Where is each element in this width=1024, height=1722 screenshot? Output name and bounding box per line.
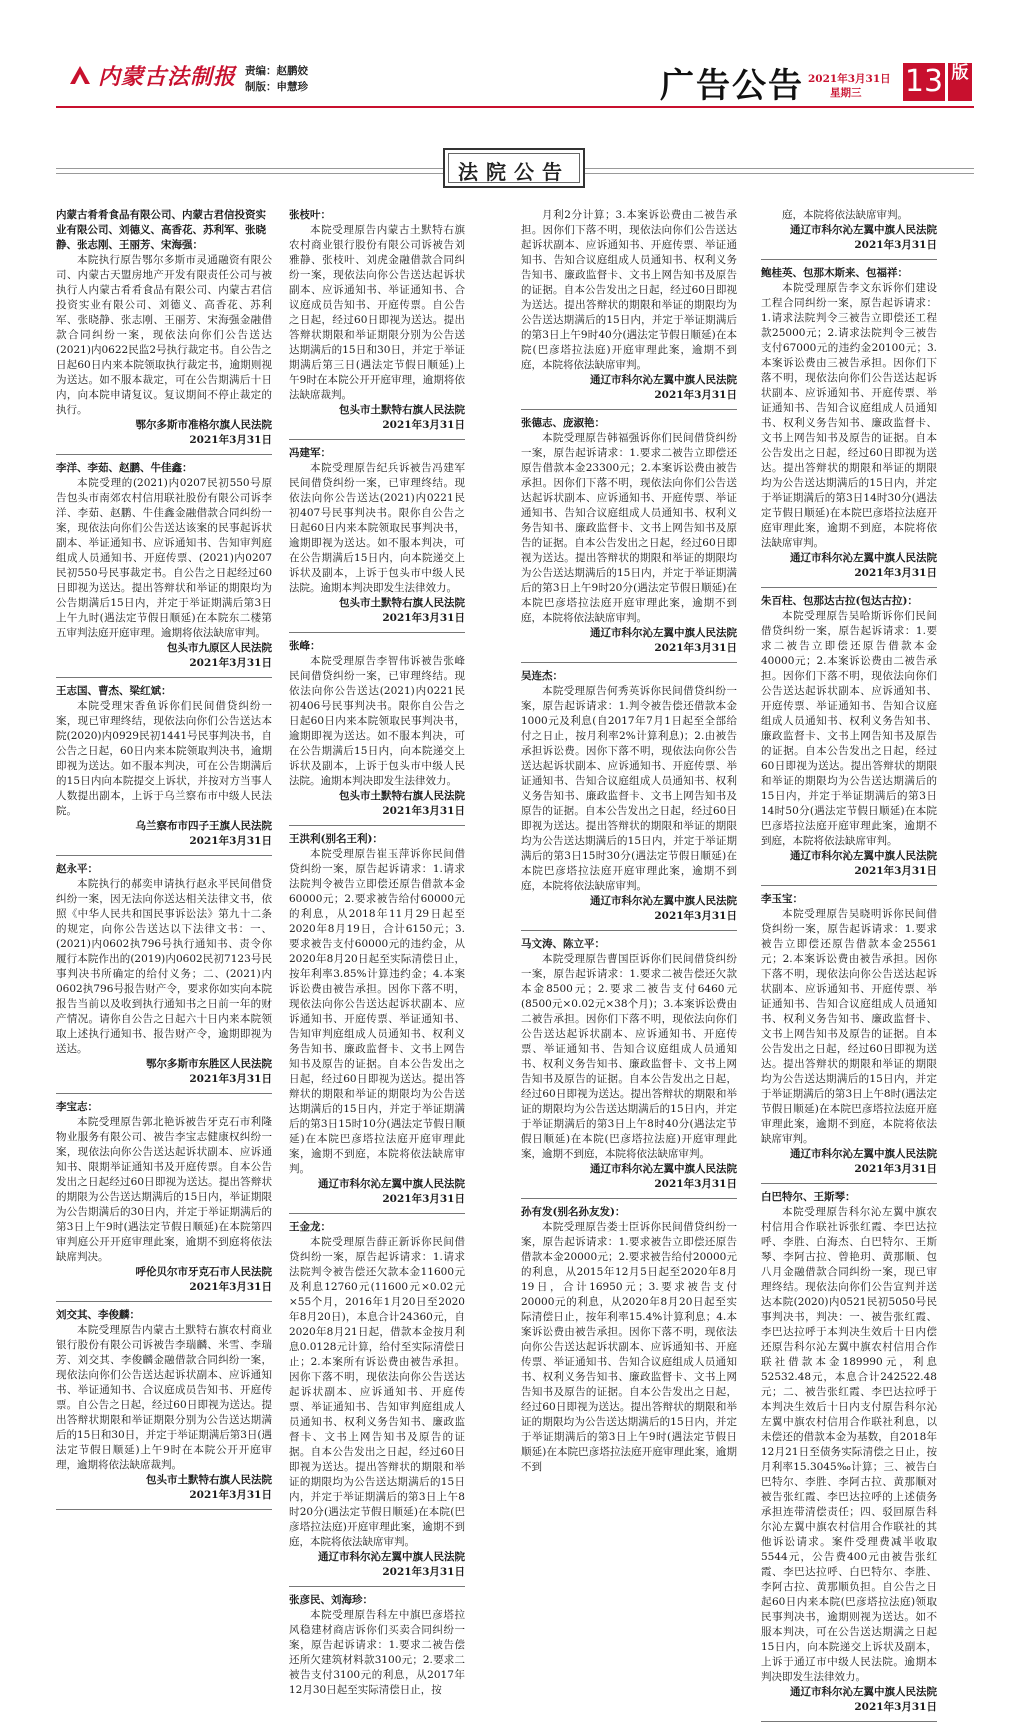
notice-body: 本院受理原告内蒙古土默特右旗农村商业银行股份有限公司诉被告刘雅静、张枝叶、刘虎金融借款合同纠纷一案，现依法向你公告送达起诉状副本、应诉通知书、举证通知书、合议庭成员告知书、开庭传票。自公告之日起，经过60日即视为送达。提出答辩状期限和举证期限分别为公告送达期满后的15日和30日，并定于举证期满后第三日(遇法定节假日顺延)上午9时在本院公开开庭审理，逾期将依法缺席裁判。 — [289, 224, 465, 401]
notice-party: 张峰： — [289, 640, 321, 652]
producer-name: 申慧珍 — [276, 81, 308, 93]
notice-date: 2021年3月31日 — [382, 1193, 465, 1205]
notice-date: 2021年3月31日 — [854, 1701, 937, 1713]
court-notice — [289, 1593, 465, 1698]
issue-date-text: 2021年3月31日 — [808, 73, 891, 85]
notice-party: 内蒙古肴肴食品有限公司、内蒙古君信投资实业有限公司、刘德义、高香花、苏利军、张晓静、张志刚、王丽芳、宋海强： — [56, 209, 266, 251]
notice-divider — [521, 662, 737, 663]
court-notice — [761, 1190, 937, 1715]
notice-date: 2021年3月31日 — [654, 642, 737, 654]
logo-mark-icon — [66, 62, 94, 88]
notice-date: 2021年3月31日 — [654, 1178, 737, 1190]
notice-party: 吴连杰： — [521, 670, 563, 682]
notice-body: 本院受理原告科左中旗巴彦塔拉风稳建材商店诉你们买卖合同纠纷一案，原告起诉请求：1.要求二被告偿还所欠建筑材料款3100元；2.要求二被告支付3100元的利息，从2017年12月30日起至实际清偿日止，按 — [289, 1609, 465, 1696]
notice-body: 本院受理原告吴哈斯诉你们民间借贷纠纷一案，原告起诉请求：1.要求二被告立即偿还原告借款本金40000元；2.本案诉讼费由二被告承担。因你们下落不明，现依法向你们公告送达起诉状副本、应诉通知书、开庭传票、举证通知书、告知合议庭组成人员通知书、权利义务告知书、廉政监督卡、文书上网告知书及原告的证据。自本公告发出之日起，经过60日即视为送达。提出答辩状的期限和举证的期限均为公告送达期满后的15日内，并定于举证期满后的第3日14时50分(遇法定节假日顺延)在本院巴彦塔拉法庭开庭审理此案，逾期不到庭，本院将依法缺席审判。 — [761, 610, 937, 847]
notice-court: 通辽市科尔沁左翼中旗人民法院 — [790, 1686, 937, 1698]
notice-court: 包头市土默特右旗人民法院 — [339, 404, 465, 416]
court-notice — [56, 1100, 272, 1295]
notice-date: 2021年3月31日 — [854, 239, 937, 251]
notice-divider — [56, 1093, 272, 1094]
notice-court: 通辽市科尔沁左翼中旗人民法院 — [790, 1148, 937, 1160]
notice-divider — [521, 930, 737, 931]
column-1 — [56, 208, 272, 1501]
notice-court: 包头市土默特右旗人民法院 — [339, 790, 465, 802]
court-notice — [289, 639, 465, 819]
court-notice — [56, 208, 272, 448]
banner — [443, 148, 585, 188]
court-notice — [56, 461, 272, 671]
banner-title: 法院公告 — [458, 160, 570, 184]
notice-party: 白巴特尔、王斯琴： — [761, 1191, 856, 1203]
notice-body: 本院受理原告吴晓明诉你民间借贷纠纷一案，原告起诉请求：1.要求被告立即偿还原告借款本金25561元；2.本案诉讼费由被告承担。因你下落不明，现依法向你公告送达起诉状副本、应诉通知书、开庭传票、举证通知书、告知合议庭组成人员通知书、权利义务告知书、廉政监督卡、文书上网告知书及原告的证据。自本公告发出之日起，经过60日即视为送达。提出答辩状的期限和举证的期限均为公告送达期满后的15日内，并定于举证期满后的第3日上午8时(遇法定节假日顺延)在本院巴彦塔拉法庭开庭审理此案，逾期不到庭，本院将依法缺席审判。 — [761, 908, 937, 1145]
notice-date: 2021年3月31日 — [189, 657, 272, 669]
page-unit: 版 — [948, 63, 972, 101]
notice-party: 王志国、曹杰、梁红斌： — [56, 685, 172, 697]
notice-date: 2021年3月31日 — [189, 434, 272, 446]
section-title: 广告公告 — [660, 66, 804, 106]
court-notice — [56, 862, 272, 1087]
notice-divider — [521, 409, 737, 410]
notice-divider — [289, 825, 465, 826]
notice-divider — [521, 1198, 737, 1199]
notice-date: 2021年3月31日 — [382, 612, 465, 624]
notice-court: 鄂尔多斯市准格尔旗人民法院 — [135, 419, 272, 431]
notice-party: 王金龙： — [289, 1221, 331, 1233]
notice-divider — [289, 632, 465, 633]
notice-body: 本院执行原告鄂尔多斯市灵通融资有限公司、内蒙古天盟房地产开发有限责任公司与被执行人内蒙古肴肴食品有限公司、内蒙古君信投资实业有限公司、刘德义、高香花、苏利军、张晓静、张志刚、王丽芳、宋海强金融借款合同纠纷一案，现依法向你们公告送达(2021)内0622民监2号执行裁定书。自公告之日起60日内来本院领取执行裁定书，逾期则视为送达。如不服本裁定，可在公告期满后十日内，向本院申请复议。复议期间不停止裁定的执行。 — [56, 254, 272, 416]
notice-body: 本院受理原告韩福强诉你们民间借贷纠纷一案，原告起诉请求：1.要求二被告立即偿还原告借款本金23300元；2.本案诉讼费由被告承担。因你们下落不明，现依法向你们公告送达起诉状副本、应诉通知书、开庭传票、举证通知书、告知合议庭组成人员通知书、权利义务告知书、廉政监督卡、文书上网告知书及原告的证据。自本公告发出之日起，经过60日即视为送达。提出答辩状的期限和举证的期限均为公告送达期满后的15日内，并定于举证期满后的第3日上午9时20分(遇法定节假日顺延)在本院巴彦塔拉法庭开庭审理此案，逾期不到庭，本院将依法缺席审判。 — [521, 432, 737, 624]
notice-date: 2021年3月31日 — [654, 910, 737, 922]
notice-date: 2021年3月31日 — [854, 865, 937, 877]
notice-court: 通辽市科尔沁左翼中旗人民法院 — [790, 850, 937, 862]
notice-divider — [56, 454, 272, 455]
notice-divider — [289, 439, 465, 440]
court-notice — [521, 416, 737, 656]
notice-date: 2021年3月31日 — [189, 1073, 272, 1085]
court-notice — [289, 1220, 465, 1580]
notice-body: 月利2分计算；3.本案诉讼费由二被告承担。因你们下落不明，现依法向你们公告送达起诉状副本、应诉通知书、开庭传票、举证通知书、告知合议庭组成人员通知书、权利义务告知书、廉政监督卡、文书上网告知书及原告的证据。自本公告发出之日起，经过60日即视为送达。提出答辩状的期限和举证的期限均为公告送达期满后的15日内，并定于举证期满后的第3日上午9时40分(遇法定节假日顺延)在本院(巴彦塔拉法庭)开庭审理此案，逾期不到庭，本院将依法缺席审判。 — [521, 209, 737, 371]
notice-body: 庭，本院将依法缺席审判。 — [782, 209, 908, 221]
notice-divider — [56, 1301, 272, 1302]
notice-court: 通辽市科尔沁左翼中旗人民法院 — [790, 224, 937, 236]
notice-party: 孙有发(别名孙友发)： — [521, 1206, 626, 1218]
notice-court: 通辽市科尔沁左翼中旗人民法院 — [590, 374, 737, 386]
notice-date: 2021年3月31日 — [854, 567, 937, 579]
notice-divider — [289, 1586, 465, 1587]
credits — [245, 63, 308, 95]
notice-date: 2021年3月31日 — [189, 1281, 272, 1293]
column-2 — [289, 208, 465, 1696]
notice-body: 本院受理原告薛正新诉你民间借贷纠纷一案，原告起诉请求：1.请求法院判令被告偿还欠款本金11600元及利息12760元(11600元×0.02元×55个月，2016年1月20日至2020年8月20日)，本息合计24360元，自2020年8月21日起，借款本金按月利息0.0128元计算，给付至实际清偿日止；2.本案所有诉讼费由被告承担。因你下落不明，现依法向你公告送达起诉状副本、应诉通知书、开庭传票、举证通知书、告知审判庭组成人员通知书、权利义务告知书、廉政监督卡、文书上网告知书及原告的证据。自本公告发出之日起，经过60日即视为送达。提出答辩状的期限和举证的期限均为公告送达期满后的15日内，并定于举证期满后的第3日上午8时20分(遇法定节假日顺延)在本院(巴彦塔拉法庭)开庭审理此案，逾期不到庭，本院将依法缺席审判。 — [289, 1236, 465, 1548]
notice-body: 本院受理原告李智伟诉被告张峰民间借贷纠纷一案，已审理终结。现依法向你公告送达(2021)内0221民初406号民事判决书。限你自公告之日起60日内来本院领取民事判决书，逾期即视为送达。如不服本判决，可在公告期满后15日内，向本院递交上诉状及副本，上诉于包头市中级人民法院。逾期本判决即发生法律效力。 — [289, 655, 465, 787]
notice-divider — [289, 1213, 465, 1214]
notice-party: 朱百柱、包那达古拉(包达古拉)： — [761, 595, 918, 607]
notice-court: 通辽市科尔沁左翼中旗人民法院 — [790, 552, 937, 564]
notice-body: 本院受理原告曹国臣诉你们民间借贷纠纷一案，原告起诉请求：1.要求二被告偿还欠款本金8500元；2.要求二被告支付6460元(8500元×0.02元×38个月)；3.本案诉讼费由二被告承担。因你们下落不明，现依法向你们公告送达起诉状副本、应诉通知书、开庭传票、举证通知书、告知合议庭组成人员通知书、权利义务告知书、廉政监督卡、文书上网告知书及原告的证据。自本公告发出之日起，经过60日即视为送达。提出答辩状的期限和举证的期限均为公告送达期满后的15日内，并定于举证期满后的第3日上午8时40分(遇法定节假日顺延)在本院(巴彦塔拉法庭)开庭审理此案，逾期不到庭，本院将依法缺席审判。 — [521, 953, 737, 1160]
notice-party: 鲍桂英、包那木斯来、包福祥： — [761, 267, 908, 279]
notice-court: 呼伦贝尔市牙克石市人民法院 — [135, 1266, 272, 1278]
notice-court: 包头市土默特右旗人民法院 — [146, 1474, 272, 1486]
notice-body: 本院受理宋香鱼诉你们民间借贷纠纷一案，现已审理终结，现依法向你们公告送达本院(2020)内0929民初1441号民事判决书，自公告之日起，60日内来本院领取判决书，逾期即视为送达。如不服本判决，可在公告期满后的15日内向本院提交上诉状，并按对方当事人人数提出副本，上诉于乌兰察布市中级人民法院。 — [56, 700, 272, 817]
notice-party: 李洋、李茹、赵鹏、牛佳鑫： — [56, 462, 193, 474]
court-notice — [521, 208, 737, 403]
notice-date: 2021年3月31日 — [382, 1566, 465, 1578]
notice-body: 本院受理原告娄士臣诉你民间借贷纠纷一案，原告起诉请求：1.要求被告立即偿还原告借款本金20000元；2.要求被告给付20000元的利息，从2015年12月5日起至2020年8月19日，合计16950元；3.要求被告支付20000元的利息，从2020年8月20日起至实际清偿日止，按年利率15.4%计算利息；4.本案诉讼费由被告承担。因你下落不明，现依法向你公告送达起诉状副本、应诉通知书、开庭传票、举证通知书、告知合议庭组成人员通知书、权利义务告知书、廉政监督卡、文书上网告知书及原告的证据。自本公告发出之日起，经过60日即视为送达。提出答辩状的期限和举证的期限均为公告送达期满后的15日内，并定于举证期满后的第3日上午9时(遇法定节假日顺延)在本院巴彦塔拉法庭开庭审理此案，逾期不到 — [521, 1221, 737, 1473]
notice-court: 乌兰察布市四子王旗人民法院 — [135, 820, 272, 832]
notice-body: 本院受理的(2021)内0207民初550号原告包头市南郊农村信用联社股份有限公司诉李洋、李茹、赵鹏、牛佳鑫金融借款合同纠纷一案，现依法向你们公告送达该案的民事起诉状副本、举证通知书、应诉通知书、告知审判庭组成人员通知书、开庭传票、(2021)内0207民初550号民事裁定书。自公告之日起经过60日即视为送达。提出答辩状和举证的期限均为公告期满后15日内，并定于举证期满后第3日上午九时(遇法定节假日顺延)在本院东二楼第五审判法庭开庭审理。逾期将依法缺席审判。 — [56, 477, 272, 639]
notice-court: 通辽市科尔沁左翼中旗人民法院 — [590, 627, 737, 639]
notice-body: 本院受理原告内蒙古土默特右旗农村商业银行股份有限公司诉被告李瑞麟、米雪、李瑞芳、刘交其、李俊麟金融借款合同纠纷一案，现依法向你们公告送达起诉状副本、应诉通知书、举证通知书、合议庭成员告知书、开庭传票。自公告之日起，经过60日即视为送达。提出答辩状期限和举证期限分别为公告送达期满后的15日和30日，并定于举证期满后第3日(遇法定节假日顺延)上午9时在本院公开开庭审理，逾期将依法缺席裁判。 — [56, 1324, 272, 1471]
page-header — [0, 0, 1024, 112]
notice-divider — [56, 677, 272, 678]
notice-party: 马文涛、陈立平： — [521, 938, 605, 950]
notice-date: 2021年3月31日 — [382, 805, 465, 817]
notice-party: 李玉宝： — [761, 893, 803, 905]
notice-divider — [761, 587, 937, 588]
editor-label: 责编： — [245, 65, 277, 77]
notice-body: 本院受理原告郭北艳诉被告牙克石市利隆物业服务有限公司、被告李宝志健康权纠纷一案，现依法向你公告送达起诉状副本、应诉通知书、限期举证通知书及开庭传票。自本公告发出之日起经过60日即视为送达。提出答辩状的期限为公告送达期满后的15日内，举证期限为公告期满后的30日内，并定于举证期满后的第3日上午9时(遇法定节假日顺延)在本院第四审判庭公开开庭审理此案，逾期不到庭将依法缺席判决。 — [56, 1116, 272, 1263]
court-notice — [56, 684, 272, 849]
notice-columns — [56, 208, 974, 1713]
header-rule — [56, 106, 974, 108]
court-notice — [761, 892, 937, 1177]
column-4 — [761, 208, 937, 1713]
court-notice — [761, 594, 937, 879]
court-notice — [289, 208, 465, 433]
notice-divider — [56, 855, 272, 856]
column-3 — [521, 208, 737, 1473]
court-notice — [761, 208, 937, 253]
notice-date: 2021年3月31日 — [189, 835, 272, 847]
notice-body: 本院执行的郝奕申请执行赵永平民间借贷纠纷一案，因无法向你送达相关法律文书，依照《中华人民共和国民事诉讼法》第九十二条的规定，向你公告送达以下法律文书：一、(2021)内0602执796号执行通知书、责令你履行本院作出的(2019)内0602民初7123号民事判决书所确定的给付义务；二、(2021)内0602执796号报告财产令，要求你如实向本院报告当前以及收到执行通知书之日前一年的财产情况。请你自公告之日起六十日内来本院领取上述执行通知书、报告财产令，逾期即视为送达。 — [56, 878, 272, 1055]
notice-party: 李宝志： — [56, 1101, 98, 1113]
court-notice — [761, 266, 937, 581]
issue-weekday: 星期三 — [830, 87, 862, 99]
notice-body: 本院受理原告崔玉萍诉你民间借贷纠纷一案，原告起诉请求：1.请求法院判令被告立即偿还原告借款本金60000元；2.要求被告给付60000元的利息，从2018年11月29日起至2020年8月19日，合计6150元；3.要求被告支付60000元的违约金，从2020年8月20日起至实际清偿日止，按年利率3.85%计算违约金；4.本案诉讼费由被告承担。因你下落不明，现依法向你公告送达起诉状副本、应诉通知书、开庭传票、举证通知书、告知审判庭组成人员通知书、权利义务告知书、廉政监督卡、文书上网告知书及原告的证据。自本公告发出之日起，经过60日即视为送达。提出答辩状的期限和举证的期限均为公告送达期满后的15日内，并定于举证期满后的第3日15时10分(遇法定节假日顺延)在本院巴彦塔拉法庭开庭审理此案，逾期不到庭，本院将依法缺席审判。 — [289, 848, 465, 1175]
newspaper-logo: 内蒙古法制报 — [98, 64, 237, 90]
court-notice — [56, 1308, 272, 1503]
notice-party: 王洪利(别名王利)： — [289, 833, 383, 845]
notice-party: 张彦民、刘海珍： — [289, 1594, 373, 1606]
notice-body: 本院受理原告李文东诉你们建设工程合同纠纷一案，原告起诉请求：1.请求法院判令三被告立即偿还工程款25000元；2.请求法院判令三被告支付67000元的违约金20100元；3.本案诉讼费由三被告承担。因你们下落不明，现依法向你们公告送达起诉状副本、应诉通知书、开庭传票、举证通知书、告知合议庭组成人员通知书、权利义务告知书、廉政监督卡、文书上网告知书及原告的证据。自本公告发出之日起，经过60日即视为送达。提出答辩状的期限和举证的期限均为公告送达期满后的15日内，并定于举证期满后的第3日14时30分(遇法定节假日顺延)在本院巴彦塔拉法庭开庭审理此案，逾期不到庭，本院将依法缺席审判。 — [761, 282, 937, 549]
notice-divider — [761, 259, 937, 260]
notice-date: 2021年3月31日 — [189, 1489, 272, 1501]
notice-court: 通辽市科尔沁左翼中旗人民法院 — [318, 1551, 465, 1563]
notice-court: 包头市九原区人民法院 — [167, 642, 272, 654]
court-notice — [289, 446, 465, 626]
producer-label: 制版： — [245, 81, 277, 93]
notice-divider — [761, 885, 937, 886]
court-notice — [521, 669, 737, 924]
notice-court: 通辽市科尔沁左翼中旗人民法院 — [318, 1178, 465, 1190]
notice-party: 冯建军： — [289, 447, 331, 459]
court-notice — [289, 832, 465, 1207]
issue-date — [808, 72, 891, 100]
notice-divider — [56, 1509, 272, 1510]
court-notice — [521, 937, 737, 1192]
notice-party: 张枝叶： — [289, 209, 331, 221]
notice-court: 鄂尔多斯市东胜区人民法院 — [146, 1058, 272, 1070]
editor-name: 赵鹏姣 — [276, 65, 308, 77]
notice-divider — [761, 1183, 937, 1184]
notice-body: 本院受理原告纪兵诉被告冯建军民间借贷纠纷一案，已审理终结。现依法向你公告送达(2021)内0221民初407号民事判决书。限你自公告之日起60日内来本院领取民事判决书，逾期即视为送达。如不服本判决，可在公告期满后15日内，向本院递交上诉状及副本，上诉于包头市中级人民法院。逾期本判决即发生法律效力。 — [289, 462, 465, 594]
notice-party: 赵永平： — [56, 863, 98, 875]
court-notice — [521, 1205, 737, 1475]
notice-date: 2021年3月31日 — [382, 419, 465, 431]
notice-court: 通辽市科尔沁左翼中旗人民法院 — [590, 1163, 737, 1175]
notice-party: 张德志、庞淑艳： — [521, 417, 605, 429]
notice-court: 包头市土默特右旗人民法院 — [339, 597, 465, 609]
page-number: 13 — [904, 64, 944, 99]
notice-body: 本院受理原告何秀英诉你民间借贷纠纷一案，原告起诉请求：1.判令被告偿还借款本金1000元及利息(自2017年7月1日起至全部给付之日止，按月利率2%计算利息)；2.由被告承担诉讼费。因你下落不明，现依法向你公告送达起诉状副本、应诉通知书、开庭传票、举证通知书、告知合议庭组成人员通知书、权利义务告知书、廉政监督卡、文书上网告知书及原告的证据。自本公告发出之日起，经过60日即视为送达。提出答辩状的期限和举证的期限均为公告送达期满后的15日内，并定于举证期满后的第3日15时30分(遇法定节假日顺延)在本院巴彦塔拉法庭开庭审理此案，逾期不到庭，本院将依法缺席审判。 — [521, 685, 737, 892]
notice-party: 刘交其、李俊麟： — [56, 1309, 140, 1321]
notice-body: 本院受理原告科尔沁左翼中旗农村信用合作联社诉张红霞、李巴达拉呼、李胜、白海杰、白巴特尔、王斯琴、李阿古拉、曾艳玥、黄那顺、包八月金融借款合同纠纷一案，现已审理终结。现依法向你们公告宣判并送达本院(2020)内0521民初5050号民事判决书，判决：一、被告张红霞、李巴达拉呼于本判决生效后十日内偿还原告科尔沁左翼中旗农村信用合作联社借款本金189990元，利息52532.48元，本息合计242522.48元；二、被告张红霞、李巴达拉呼于本判决生效后十日内支付原告科尔沁左翼中旗农村信用合作联社利息，以未偿还的借款本金为基数，自2018年12月21日至债务实际清偿之日止，按月利率15.3045‰计算；三、被告白巴特尔、李胜、李阿古拉、黄那顺对被告张红霞、李巴达拉呼的上述债务承担连带清偿责任；四、驳回原告科尔沁左翼中旗农村信用合作联社的其他诉讼请求。案件受理费减半收取5544元，公告费400元由被告张红霞、李巴达拉呼、白巴特尔、李胜、李阿古拉、黄那顺负担。自公告之日起60日内来本院(巴彦塔拉法庭)领取民事判决书，逾期则视为送达。如不服本判决，可在公告送达期满之日起15日内，向本院递交上诉状及副本，上诉于通辽市中级人民法院。逾期本判决即发生法律效力。 — [761, 1206, 937, 1683]
notice-court: 通辽市科尔沁左翼中旗人民法院 — [590, 895, 737, 907]
notice-date: 2021年3月31日 — [854, 1163, 937, 1175]
notice-date: 2021年3月31日 — [654, 389, 737, 401]
